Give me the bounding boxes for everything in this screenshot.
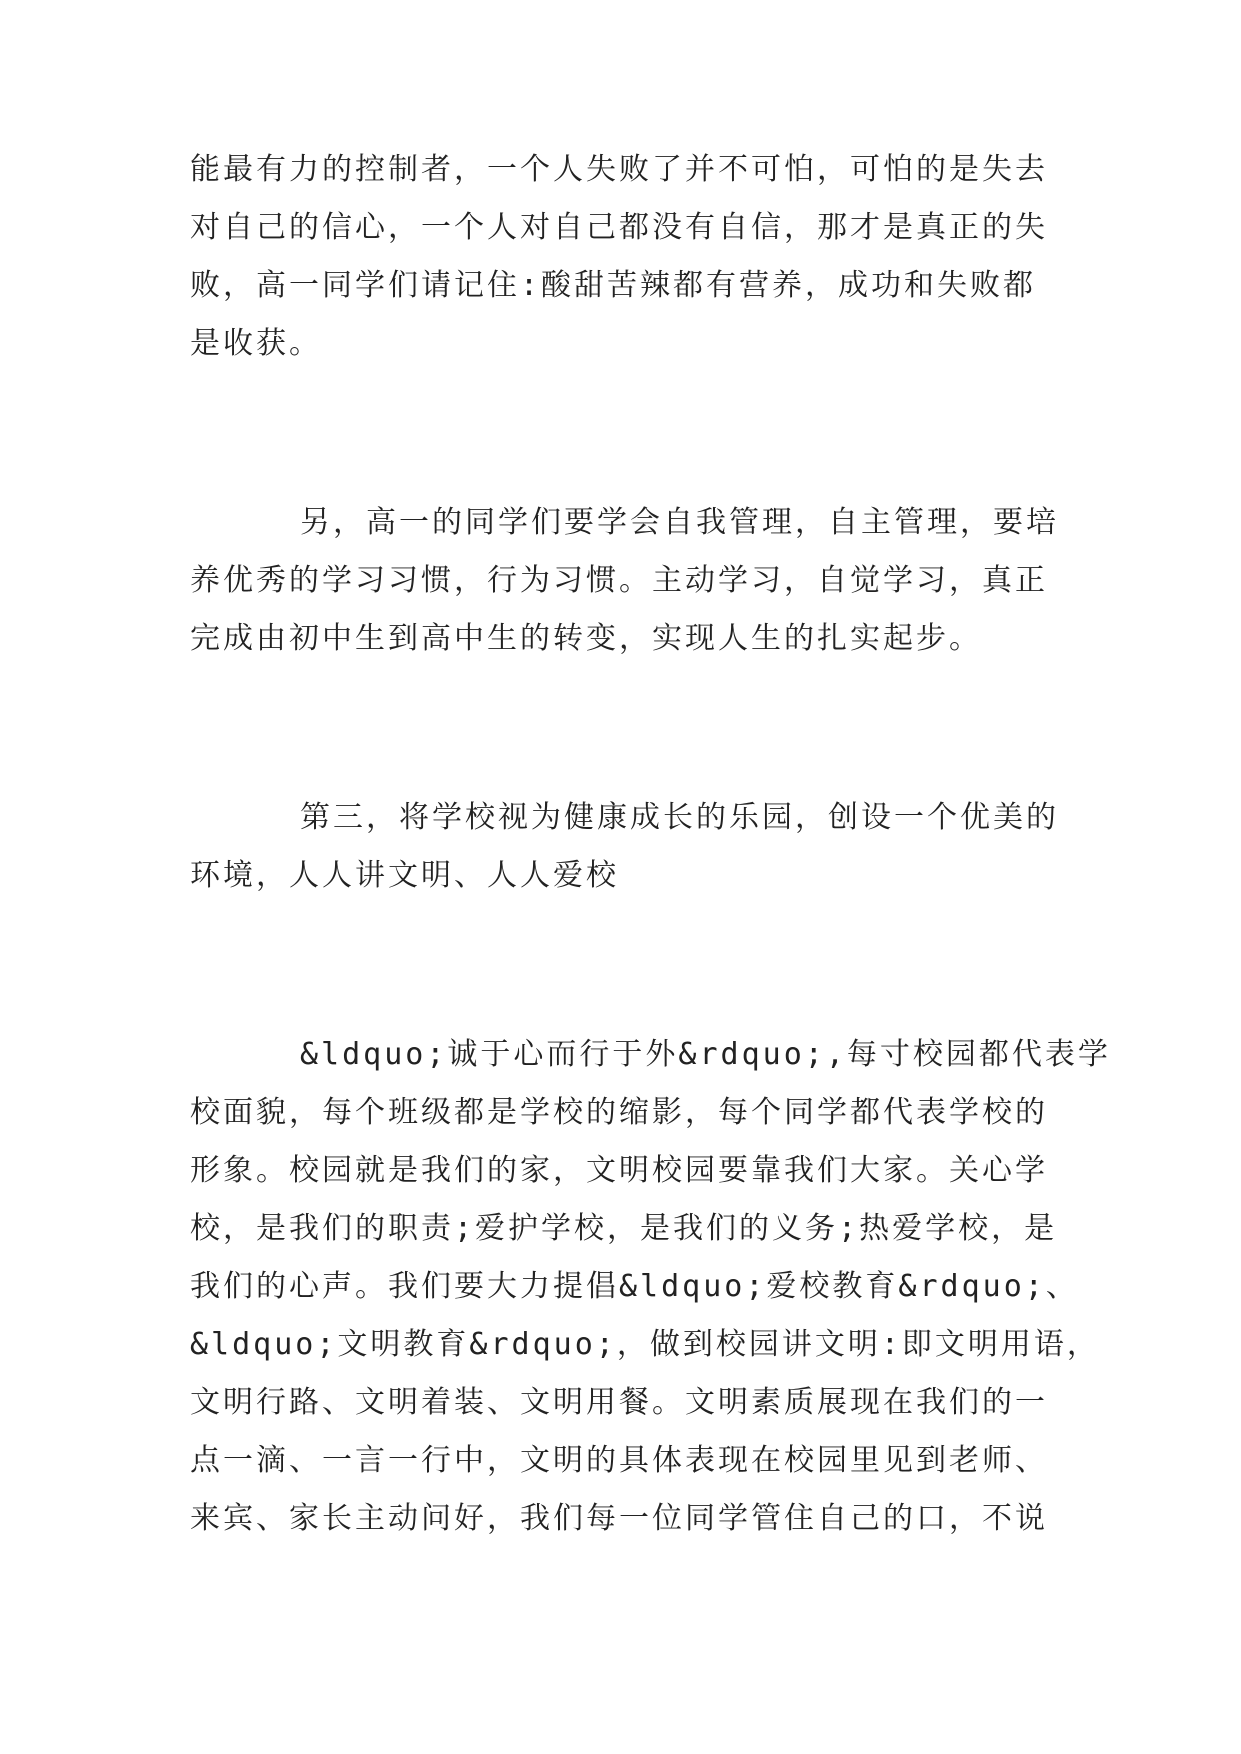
text-line: 校，是我们的职责;爱护学校，是我们的义务;热爱学校，是 [190, 1211, 1058, 1246]
text-line: 第三，将学校视为健康成长的乐园，创设一个优美的 [300, 800, 1059, 835]
text-line: 点一滴、一言一行中，文明的具体表现在校园里见到老师、 [190, 1443, 1048, 1478]
text-line: 对自己的信心，一个人对自己都没有自信，那才是真正的失 [190, 210, 1048, 245]
text-line: 另，高一的同学们要学会自我管理，自主管理，要培 [300, 505, 1059, 540]
text-line: 我们的心声。我们要大力提倡&ldquo;爱校教育&rdquo;、 [190, 1269, 1079, 1304]
text-line: 环境，人人讲文明、人人爱校 [190, 858, 619, 893]
text-line: 形象。校园就是我们的家，文明校园要靠我们大家。关心学 [190, 1153, 1048, 1188]
text-line: &ldquo;文明教育&rdquo;，做到校园讲文明:即文明用语， [190, 1327, 1100, 1362]
text-line: 能最有力的控制者，一个人失败了并不可怕，可怕的是失去 [190, 152, 1048, 187]
text-line: 是收获。 [190, 326, 322, 361]
text-line: 文明行路、文明着装、文明用餐。文明素质展现在我们的一 [190, 1385, 1048, 1420]
text-line: 败，高一同学们请记住:酸甜苦辣都有营养，成功和失败都 [190, 268, 1037, 303]
text-line: 来宾、家长主动问好，我们每一位同学管住自己的口，不说 [190, 1501, 1048, 1536]
text-line: 校面貌，每个班级都是学校的缩影，每个同学都代表学校的 [190, 1095, 1048, 1130]
text-line: &ldquo;诚于心而行于外&rdquo;,每寸校园都代表学 [300, 1037, 1111, 1072]
text-line: 完成由初中生到高中生的转变，实现人生的扎实起步。 [190, 621, 982, 656]
text-line: 养优秀的学习习惯，行为习惯。主动学习，自觉学习，真正 [190, 563, 1048, 598]
